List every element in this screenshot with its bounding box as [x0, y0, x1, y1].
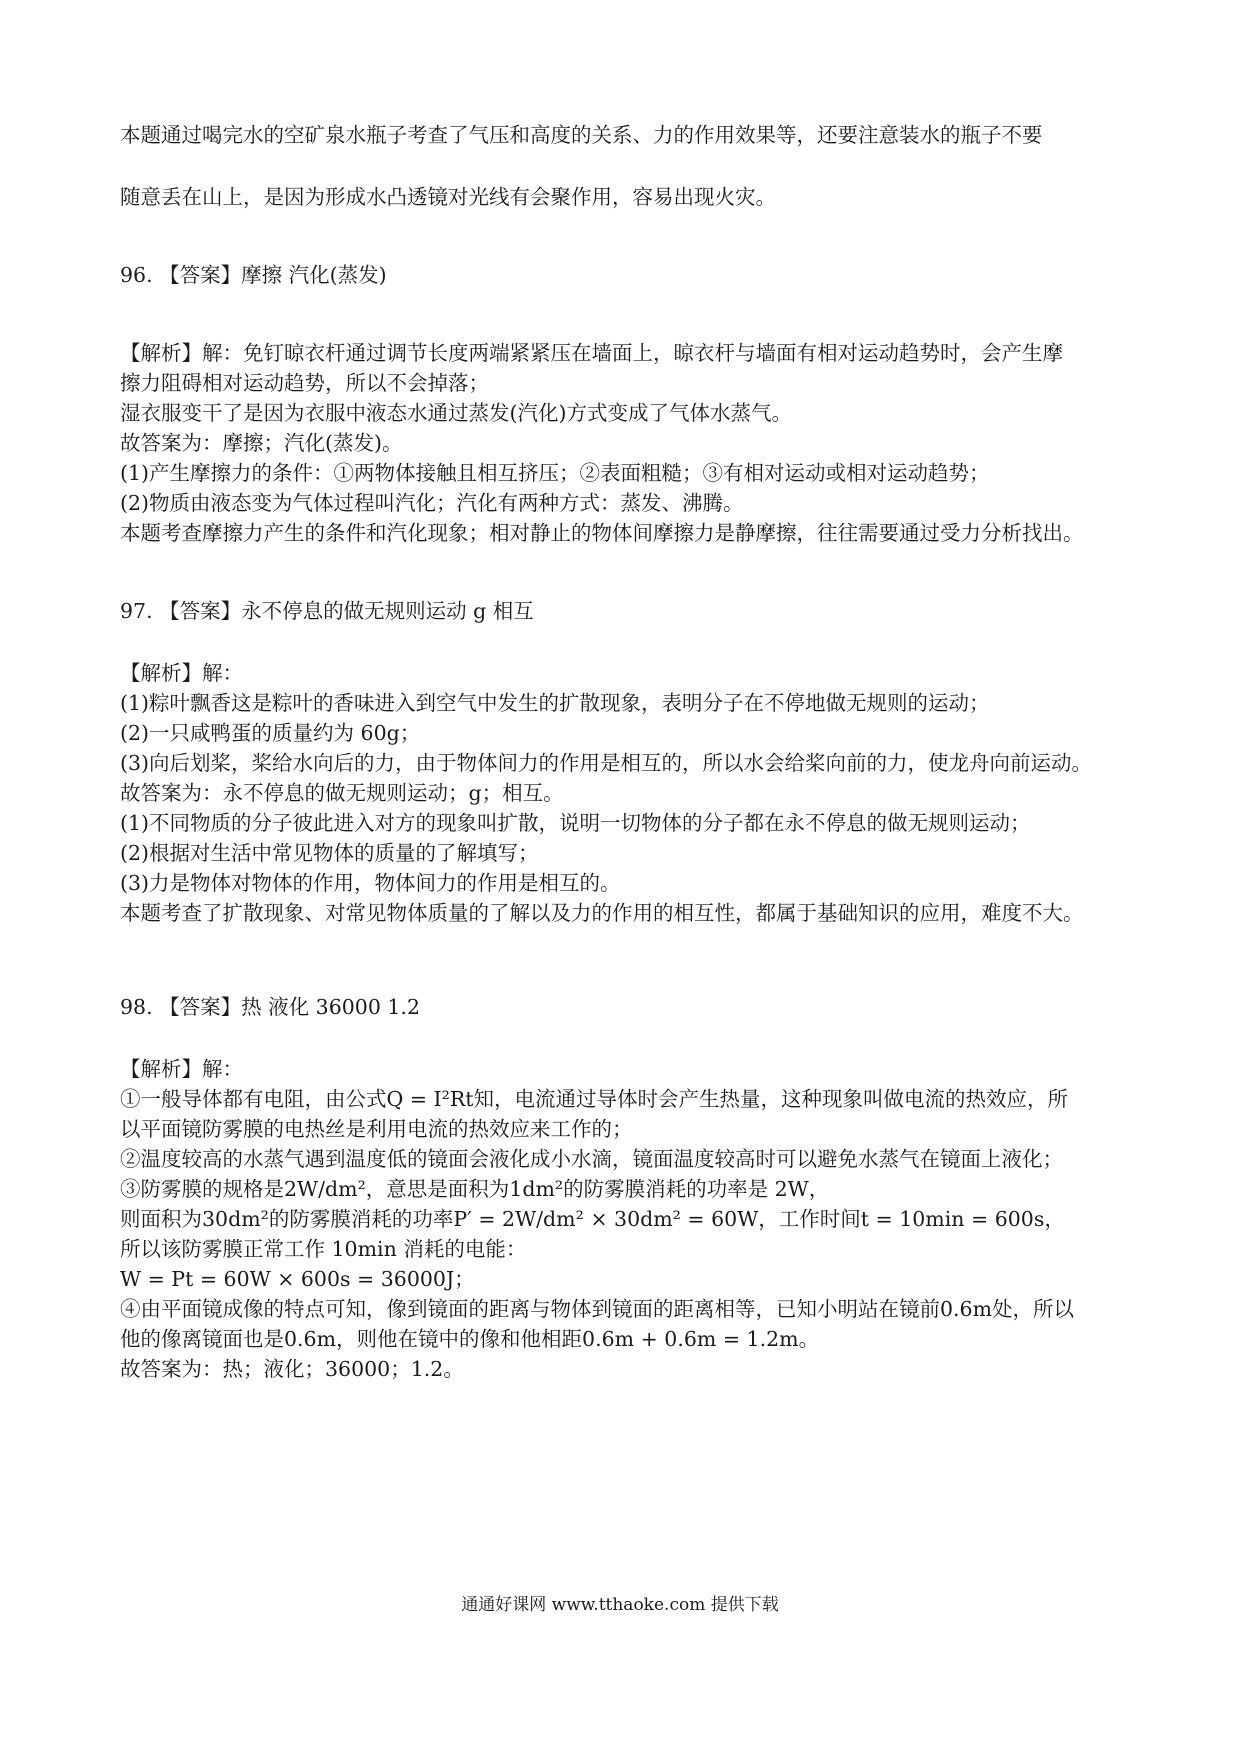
- q96-analysis-2: 擦力阻碍相对运动趋势，所以不会掉落；: [120, 371, 489, 395]
- q98-answer: 98. 【答案】热 液化 36000 1.2: [120, 995, 420, 1019]
- q97-summary: 本题考查了扩散现象、对常见物体质量的了解以及力的作用的相互性，都属于基础知识的应用，难度不大。: [120, 901, 1084, 925]
- q97-note-3: (3)力是物体对物体的作用，物体间力的作用是相互的。: [120, 871, 621, 895]
- document-body: [120, 120, 1130, 1384]
- q98-analysis-1: ①一般导体都有电阻，由公式Q = I²Rt知，电流通过导体时会产生热量，这种现象叫做电流的热效应，所: [120, 1087, 1069, 1111]
- q98-analysis-9: 他的像离镜面也是0.6m，则他在镜中的像和他相距0.6m + 0.6m = 1.2m。: [120, 1327, 820, 1351]
- q97-conclusion: 故答案为：永不停息的做无规则运动；g；相互。: [120, 781, 564, 805]
- page-footer: 通通好课网 www.tthaoke.com 提供下载: [461, 1595, 779, 1615]
- q98-conclusion: 故答案为：热；液化；36000；1.2。: [120, 1357, 464, 1381]
- q98-analysis-5: 则面积为30dm²的防雾膜消耗的功率P′ = 2W/dm² × 30dm² = 60W，工作时间t = 10min = 600s，: [120, 1207, 1065, 1231]
- q98-analysis-head: 【解析】解：: [120, 1057, 243, 1081]
- q98-analysis-8: ④由平面镜成像的特点可知，像到镜面的距离与物体到镜面的距离相等，已知小明站在镜前0.6m处，所以: [120, 1297, 1075, 1321]
- q98-analysis-2: 以平面镜防雾膜的电热丝是利用电流的热效应来工作的；: [120, 1117, 633, 1141]
- q97-answer: 97. 【答案】永不停息的做无规则运动 g 相互: [120, 599, 534, 623]
- q97-analysis-head: 【解析】解：: [120, 661, 243, 685]
- q97-note-1: (1)不同物质的分子彼此进入对方的现象叫扩散，说明一切物体的分子都在永不停息的做无规则运动；: [120, 811, 1031, 835]
- q96-note-1: (1)产生摩擦力的条件：①两物体接触且相互挤压；②表面粗糙；③有相对运动或相对运动趋势；: [120, 461, 990, 485]
- q97-analysis-3: (3)向后划桨，桨给水向后的力，由于物体间力的作用是相互的，所以水会给桨向前的力，使龙舟向前运动。: [120, 751, 1093, 775]
- q96-answer: 96. 【答案】摩擦 汽化(蒸发): [120, 263, 387, 287]
- q97-analysis-2: (2)一只咸鸭蛋的质量约为 60g；: [120, 721, 421, 745]
- q96-note-2: (2)物质由液态变为气体过程叫汽化；汽化有两种方式：蒸发、沸腾。: [120, 491, 744, 515]
- intro-line-1: 本题通过喝完水的空矿泉水瓶子考查了气压和高度的关系、力的作用效果等，还要注意装水的瓶子不要: [120, 123, 1043, 147]
- intro-line-2: 随意丢在山上，是因为形成水凸透镜对光线有会聚作用，容易出现火灾。: [120, 185, 776, 209]
- q96-analysis-1: 【解析】解：免钉晾衣杆通过调节长度两端紧紧压在墙面上，晾衣杆与墙面有相对运动趋势时，会产生摩: [120, 341, 1063, 365]
- q96-summary: 本题考查摩擦力产生的条件和汽化现象；相对静止的物体间摩擦力是静摩擦，往往需要通过受力分析找出。: [120, 521, 1084, 545]
- q98-analysis-6: 所以该防雾膜正常工作 10min 消耗的电能：: [120, 1237, 527, 1261]
- q96-analysis-3: 湿衣服变干了是因为衣服中液态水通过蒸发(汽化)方式变成了气体水蒸气。: [120, 401, 792, 425]
- q98-analysis-4: ③防雾膜的规格是2W/dm²，意思是面积为1dm²的防雾膜消耗的功率是 2W，: [120, 1177, 830, 1201]
- q96-conclusion: 故答案为：摩擦；汽化(蒸发)。: [120, 431, 403, 455]
- q98-analysis-3: ②温度较高的水蒸气遇到温度低的镜面会液化成小水滴，镜面温度较高时可以避免水蒸气在镜面上液化；: [120, 1147, 1063, 1171]
- q97-analysis-1: (1)粽叶飘香这是粽叶的香味进入到空气中发生的扩散现象，表明分子在不停地做无规则的运动；: [120, 691, 990, 715]
- q97-note-2: (2)根据对生活中常见物体的质量的了解填写；: [120, 841, 539, 865]
- q98-analysis-7: W = Pt = 60W × 600s = 36000J；: [120, 1267, 475, 1291]
